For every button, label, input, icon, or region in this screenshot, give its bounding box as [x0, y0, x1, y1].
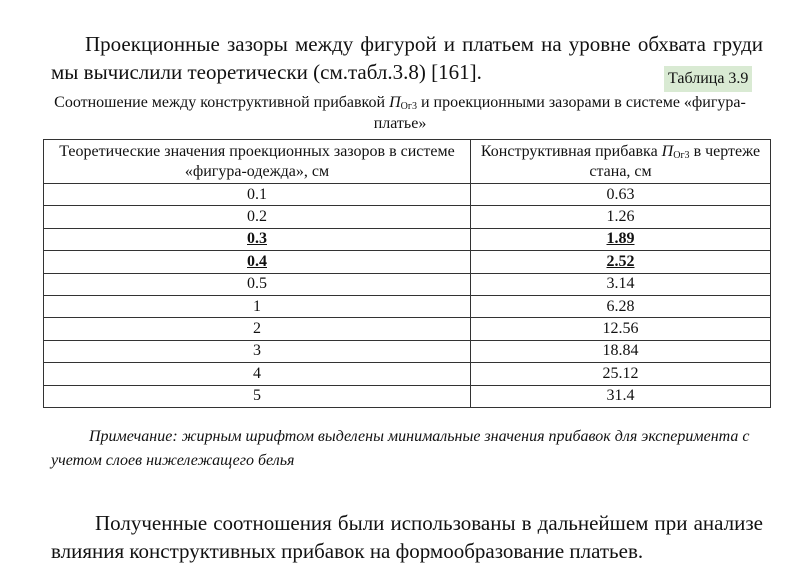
table-row	[44, 385, 771, 407]
conclusion-paragraph	[51, 509, 763, 565]
allowance-value-cell: 12.56	[471, 318, 771, 340]
caption-symbol: П	[389, 94, 401, 111]
header2-text-before: Конструктивная прибавка	[480, 142, 662, 160]
gap-value-cell: 4	[44, 363, 471, 385]
table-row	[44, 318, 771, 340]
table-row	[44, 340, 771, 362]
table-caption	[40, 92, 760, 134]
table-note	[51, 425, 763, 473]
table-body	[44, 184, 771, 408]
allowance-value-cell: 3.14	[471, 273, 771, 295]
gap-value-cell: 2	[44, 318, 471, 340]
table-row	[44, 251, 771, 273]
allowance-value-cell: 0.63	[471, 184, 771, 206]
header2-subscript: Ог3	[673, 149, 690, 161]
table-header-row	[44, 140, 771, 184]
header-theoretical-gaps: Теоретические значения проекционных зазоров в системе «фигура-одежда», см	[44, 140, 471, 184]
allowance-value-cell: 18.84	[471, 340, 771, 362]
gap-value-cell: 1	[44, 295, 471, 317]
header-constructive-allowance	[471, 140, 771, 184]
allowance-value-cell: 2.52	[471, 251, 771, 273]
gap-value-cell: 0.1	[44, 184, 471, 206]
allowance-value-cell: 1.89	[471, 228, 771, 250]
gap-value-cell: 0.3	[44, 228, 471, 250]
header2-text-after: в чертеже стана, см	[589, 142, 761, 180]
gap-value-cell: 0.4	[44, 251, 471, 273]
caption-text-after: и проекционными зазорами в системе «фигура-платье»	[373, 94, 746, 132]
gap-value-cell: 5	[44, 385, 471, 407]
table-row	[44, 206, 771, 228]
caption-text-before: Соотношение между конструктивной прибавкой	[54, 94, 390, 111]
note-text: Примечание: жирным шрифтом выделены минимальные значения прибавок для эксперимента с учетом слоев нижележащего белья	[51, 428, 750, 469]
table-row	[44, 273, 771, 295]
gap-value-cell: 3	[44, 340, 471, 362]
allowance-value-cell: 6.28	[471, 295, 771, 317]
header2-symbol: П	[661, 142, 674, 160]
table-row	[44, 184, 771, 206]
allowance-value-cell: 1.26	[471, 206, 771, 228]
gap-value-cell: 0.5	[44, 273, 471, 295]
table-row	[44, 295, 771, 317]
caption-subscript: Ог3	[400, 101, 417, 112]
allowance-value-cell: 25.12	[471, 363, 771, 385]
intro-text: Проекционные зазоры между фигурой и платьем на уровне обхвата груди мы вычислили теоретически (см.табл.3.8) [161].	[51, 32, 763, 84]
conclusion-text: Полученные соотношения были использованы в дальнейшем при анализе влияния конструктивных прибавок на формообразование платьев.	[51, 511, 763, 563]
table-number-label: Таблица 3.9	[664, 66, 752, 92]
allowance-gap-table	[43, 139, 771, 408]
table-row	[44, 228, 771, 250]
table-row	[44, 363, 771, 385]
gap-value-cell: 0.2	[44, 206, 471, 228]
intro-paragraph	[51, 30, 763, 86]
allowance-value-cell: 31.4	[471, 385, 771, 407]
